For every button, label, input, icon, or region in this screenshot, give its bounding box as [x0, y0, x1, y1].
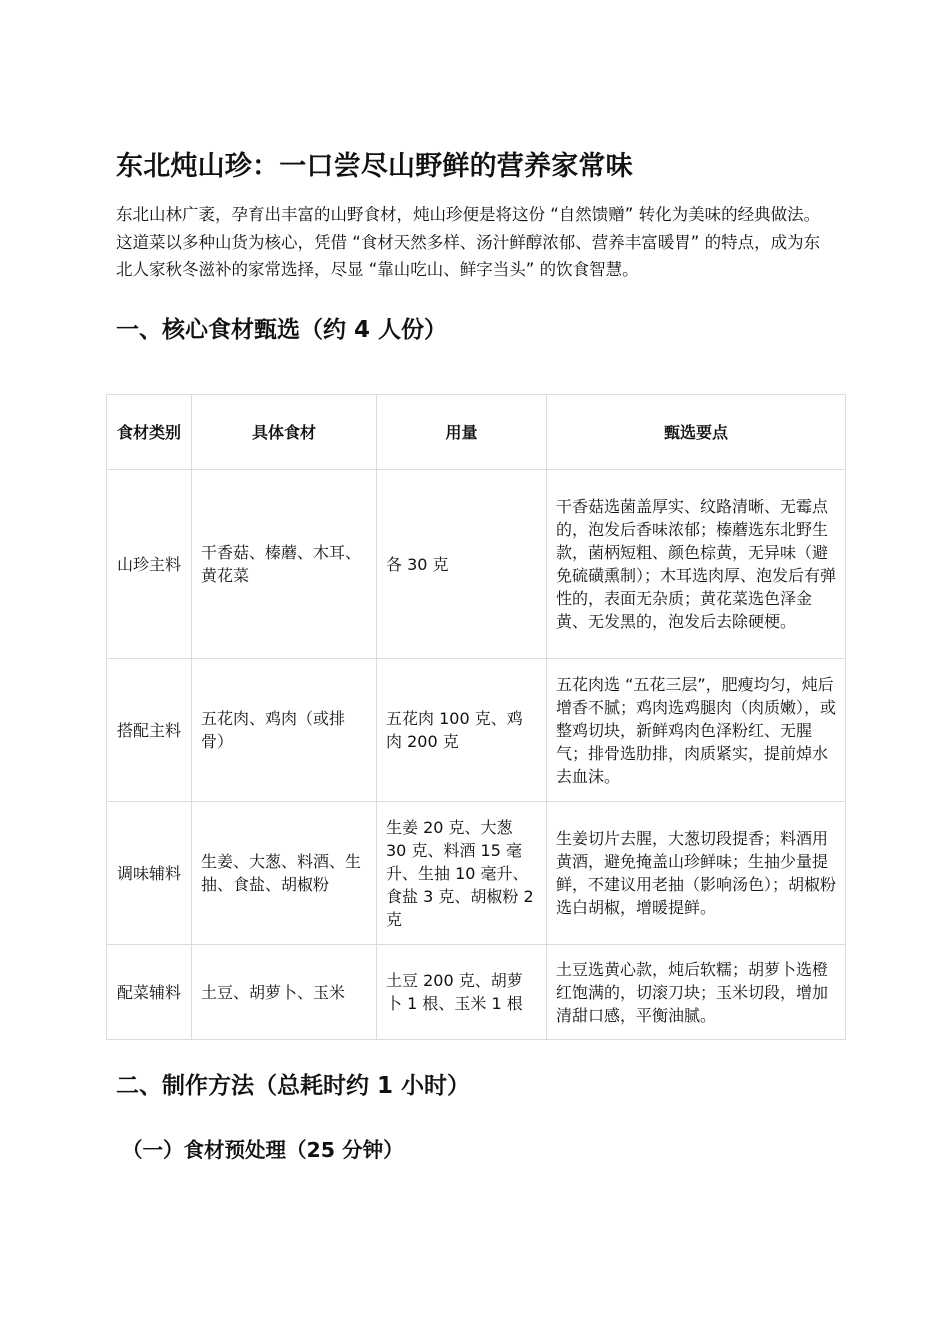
column-header-items: 具体食材 — [192, 395, 377, 470]
cell-items: 土豆、胡萝卜、玉米 — [192, 945, 377, 1040]
cell-amount: 五花肉 100 克、鸡肉 200 克 — [377, 659, 547, 802]
cell-tips: 生姜切片去腥，大葱切段提香；料酒用黄酒，避免掩盖山珍鲜味；生抽少量提鲜，不建议用老抽（影响汤色）；胡椒粉选白胡椒，增暖提鲜。 — [547, 802, 846, 945]
table-row — [107, 802, 846, 945]
cell-category: 山珍主料 — [107, 470, 192, 659]
subsection-heading-prep: （一）食材预处理（25 分钟） — [122, 1138, 404, 1162]
cell-items: 五花肉、鸡肉（或排骨） — [192, 659, 377, 802]
cell-category: 配菜辅料 — [107, 945, 192, 1040]
cell-tips: 干香菇选菌盖厚实、纹路清晰、无霉点的，泡发后香味浓郁；榛蘑选东北野生款，菌柄短粗、颜色棕黄，无异味（避免硫磺熏制）；木耳选肉厚、泡发后有弹性的，表面无杂质；黄花菜选色泽金黄、无发黑的，泡发后去除硬梗。 — [547, 470, 846, 659]
cell-tips: 土豆选黄心款，炖后软糯；胡萝卜选橙红饱满的，切滚刀块；玉米切段，增加清甜口感，平衡油腻。 — [547, 945, 846, 1040]
section-heading-method: 二、制作方法（总耗时约 1 小时） — [116, 1073, 471, 1099]
cell-amount: 生姜 20 克、大葱 30 克、料酒 15 毫升、生抽 10 毫升、食盐 3 克、胡椒粉 2 克 — [377, 802, 547, 945]
intro-paragraph: 东北山林广袤，孕育出丰富的山野食材，炖山珍便是将这份 “自然馈赠” 转化为美味的经典做法。这道菜以多种山货为核心，凭借 “食材天然多样、汤汁鲜醇浓郁、营养丰富暖胃” 的特点，成为东北人家秋冬滋补的家常选择，尽显 “靠山吃山、鲜字当头” 的饮食智慧。 — [116, 205, 821, 279]
page-title: 东北炖山珍：一口尝尽山野鲜的营养家常味 — [116, 151, 633, 182]
cell-amount: 各 30 克 — [377, 470, 547, 659]
cell-category: 搭配主料 — [107, 659, 192, 802]
section-heading-ingredients: 一、核心食材甄选（约 4 人份） — [116, 317, 448, 343]
cell-tips: 五花肉选 “五花三层”，肥瘦均匀，炖后增香不腻；鸡肉选鸡腿肉（肉质嫩），或整鸡切块，新鲜鸡肉色泽粉红、无腥气；排骨选肋排，肉质紧实，提前焯水去血沫。 — [547, 659, 846, 802]
column-header-amount: 用量 — [377, 395, 547, 470]
ingredients-table — [106, 394, 846, 1040]
column-header-tips: 甄选要点 — [547, 395, 846, 470]
cell-category: 调味辅料 — [107, 802, 192, 945]
table-row — [107, 945, 846, 1040]
cell-items: 生姜、大葱、料酒、生抽、食盐、胡椒粉 — [192, 802, 377, 945]
table-row — [107, 659, 846, 802]
table-row — [107, 470, 846, 659]
column-header-category: 食材类别 — [107, 395, 192, 470]
cell-items: 干香菇、榛蘑、木耳、黄花菜 — [192, 470, 377, 659]
cell-amount: 土豆 200 克、胡萝卜 1 根、玉米 1 根 — [377, 945, 547, 1040]
table-header-row — [107, 395, 846, 470]
